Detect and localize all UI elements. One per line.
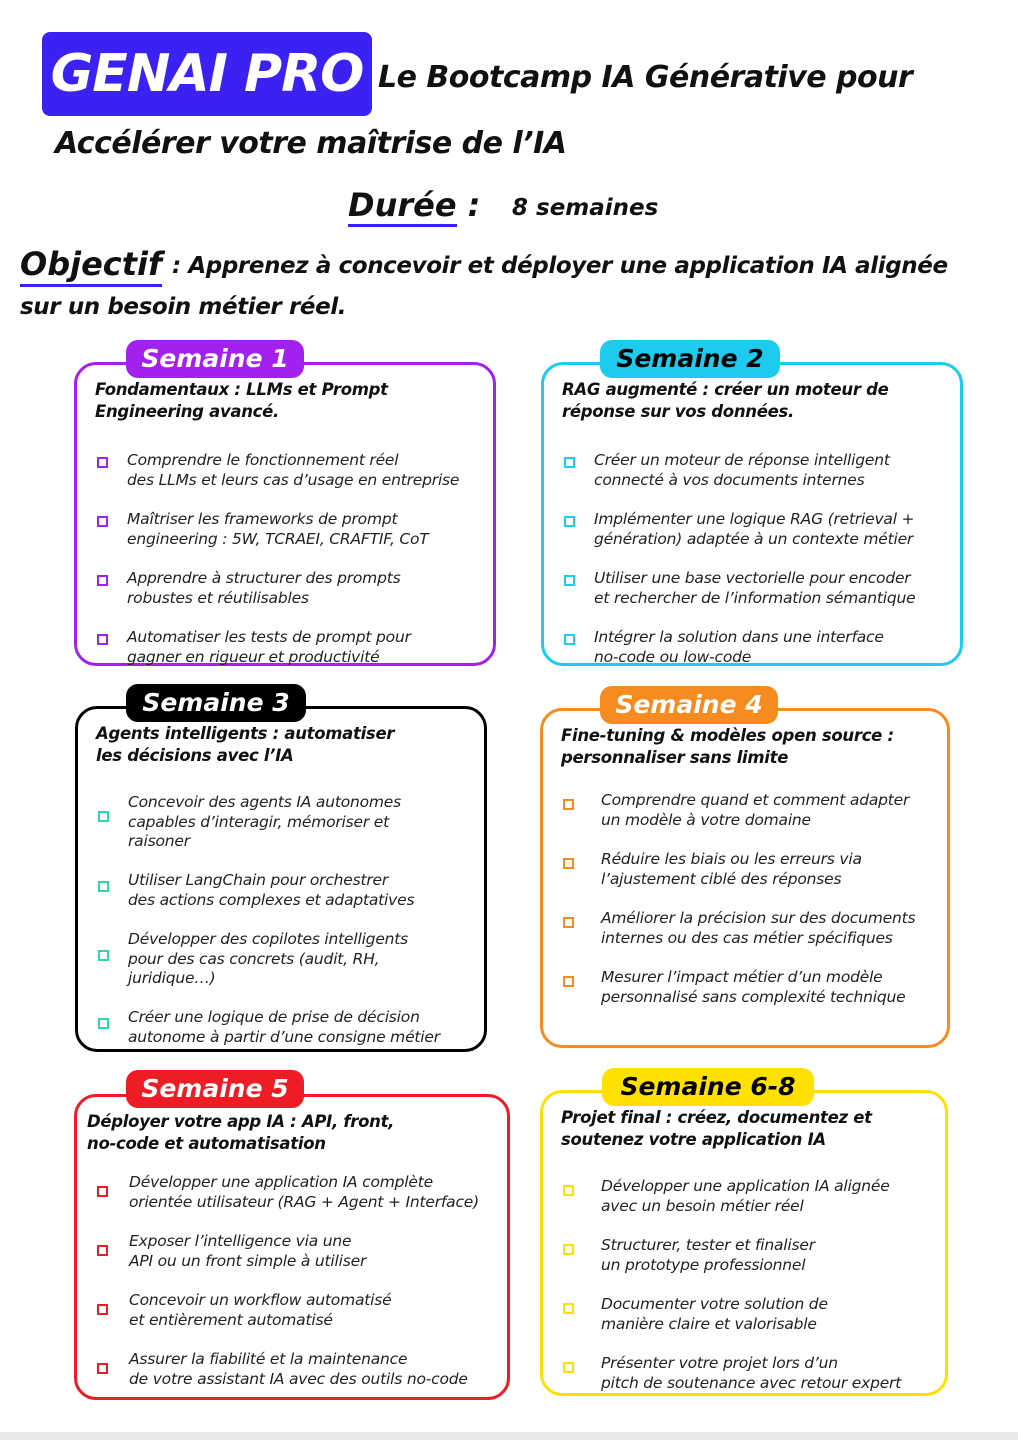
week-1-tag: Semaine 1 <box>126 340 304 378</box>
checkbox-icon[interactable] <box>563 1362 574 1373</box>
week-5-card: Déployer votre app IA : API, front, no-code et automatisation Développer une application IA complète orientée utilisateur (RAG + Agent + Interface) Exposer l’intelligence via une API ou un front simple à utiliser Concevoir un workflow automatisé et entièrement automatisé Assurer la fiabilité et la maintenance de votre assistant IA avec des outils no-code <box>74 1094 510 1400</box>
week-5-tag: Semaine 5 <box>126 1070 304 1108</box>
week-2-title: RAG augmenté : créer un moteur de réponse sur vos données. <box>562 380 889 421</box>
footer-divider <box>0 1432 1018 1440</box>
checkbox-icon[interactable] <box>97 457 108 468</box>
brand-badge: GENAI PRO <box>42 32 372 116</box>
week-6-8-tag: Semaine 6-8 <box>602 1068 814 1106</box>
objective-label: Objectif <box>20 244 162 287</box>
checkbox-icon[interactable] <box>563 1303 574 1314</box>
objective-text-line-2: sur un besoin métier réel. <box>20 294 347 320</box>
checkbox-icon[interactable] <box>97 516 108 527</box>
week-6-8-title: Projet final : créez, documentez et soutenez votre application IA <box>561 1108 872 1149</box>
week-3-tag: Semaine 3 <box>126 684 306 722</box>
checkbox-icon[interactable] <box>98 811 109 822</box>
week-3-title: Agents intelligents : automatiser les décisions avec l’IA <box>96 724 395 765</box>
checkbox-icon[interactable] <box>97 1186 108 1197</box>
checkbox-icon[interactable] <box>98 1018 109 1029</box>
checkbox-icon[interactable] <box>97 1304 108 1315</box>
checkbox-icon[interactable] <box>97 1245 108 1256</box>
title-line-1: Le Bootcamp IA Générative pour <box>378 60 913 95</box>
checkbox-icon[interactable] <box>97 575 108 586</box>
checkbox-icon[interactable] <box>563 1185 574 1196</box>
week-5-title: Déployer votre app IA : API, front, no-code et automatisation <box>87 1112 395 1153</box>
checkbox-icon[interactable] <box>97 1363 108 1374</box>
checkbox-icon[interactable] <box>98 950 109 961</box>
week-4-card: Fine-tuning & modèles open source : personnaliser sans limite Comprendre quand et comment adapter un modèle à votre domaine Réduire les biais ou les erreurs via l’ajustement ciblé des réponses Améliorer la précision sur des documents internes ou des cas métier spécifiques Mesurer l’impact métier d’un modèle personnalisé sans complexité technique <box>540 708 950 1048</box>
week-2-tag: Semaine 2 <box>600 340 780 378</box>
objective-text-line-1: : Apprenez à concevoir et déployer une application IA alignée <box>172 253 948 279</box>
duration-colon: : <box>456 186 481 224</box>
week-2-card: RAG augmenté : créer un moteur de réponse sur vos données. Créer un moteur de réponse intelligent connecté à vos documents internes Implémenter une logique RAG (retrieval + génération) adaptée à un contexte métier Utiliser une base vectorielle pour encoder et rechercher de l’information sémantique Intégrer la solution dans une interface no-code ou low-code <box>541 362 963 666</box>
checkbox-icon[interactable] <box>98 881 109 892</box>
week-4-tag: Semaine 4 <box>600 686 778 724</box>
checkbox-icon[interactable] <box>563 858 574 869</box>
checkbox-icon[interactable] <box>563 1244 574 1255</box>
checkbox-icon[interactable] <box>564 457 575 468</box>
checkbox-icon[interactable] <box>564 634 575 645</box>
week-6-8-card: Projet final : créez, documentez et soutenez votre application IA Développer une application IA alignée avec un besoin métier réel Structurer, tester et finaliser un prototype professionnel Documenter votre solution de manière claire et valorisable Présenter votre projet lors d’un pitch de soutenance avec retour expert <box>540 1090 948 1396</box>
duration-value: 8 semaines <box>512 195 659 221</box>
checkbox-icon[interactable] <box>563 799 574 810</box>
checkbox-icon[interactable] <box>564 516 575 527</box>
duration-label-row <box>348 186 480 224</box>
checkbox-icon[interactable] <box>563 976 574 987</box>
title-line-2: Accélérer votre maîtrise de l’IA <box>55 126 567 161</box>
checkbox-icon[interactable] <box>564 575 575 586</box>
week-4-title: Fine-tuning & modèles open source : personnaliser sans limite <box>561 726 894 767</box>
week-1-title: Fondamentaux : LLMs et Prompt Engineering avancé. <box>95 380 388 421</box>
checkbox-icon[interactable] <box>97 634 108 645</box>
week-1-card: Fondamentaux : LLMs et Prompt Engineering avancé. Comprendre le fonctionnement réel des LLMs et leurs cas d’usage en entreprise Maîtriser les frameworks de prompt engineering : 5W, TCRAEI, CRAFTIF, CoT Apprendre à structurer des prompts robustes et réutilisables Automatiser les tests de prompt pour gagner en rigueur et productivité <box>74 362 496 666</box>
duration-label: Durée <box>348 186 457 227</box>
week-3-card: Agents intelligents : automatiser les décisions avec l’IA Concevoir des agents IA autonomes capables d’interagir, mémoriser et raisoner Utiliser LangChain pour orchestrer des actions complexes et adaptatives Développer des copilotes intelligents pour des cas concrets (audit, RH, juridique…) Créer une logique de prise de décision autonome à partir d’une consigne métier <box>75 706 487 1052</box>
checkbox-icon[interactable] <box>563 917 574 928</box>
